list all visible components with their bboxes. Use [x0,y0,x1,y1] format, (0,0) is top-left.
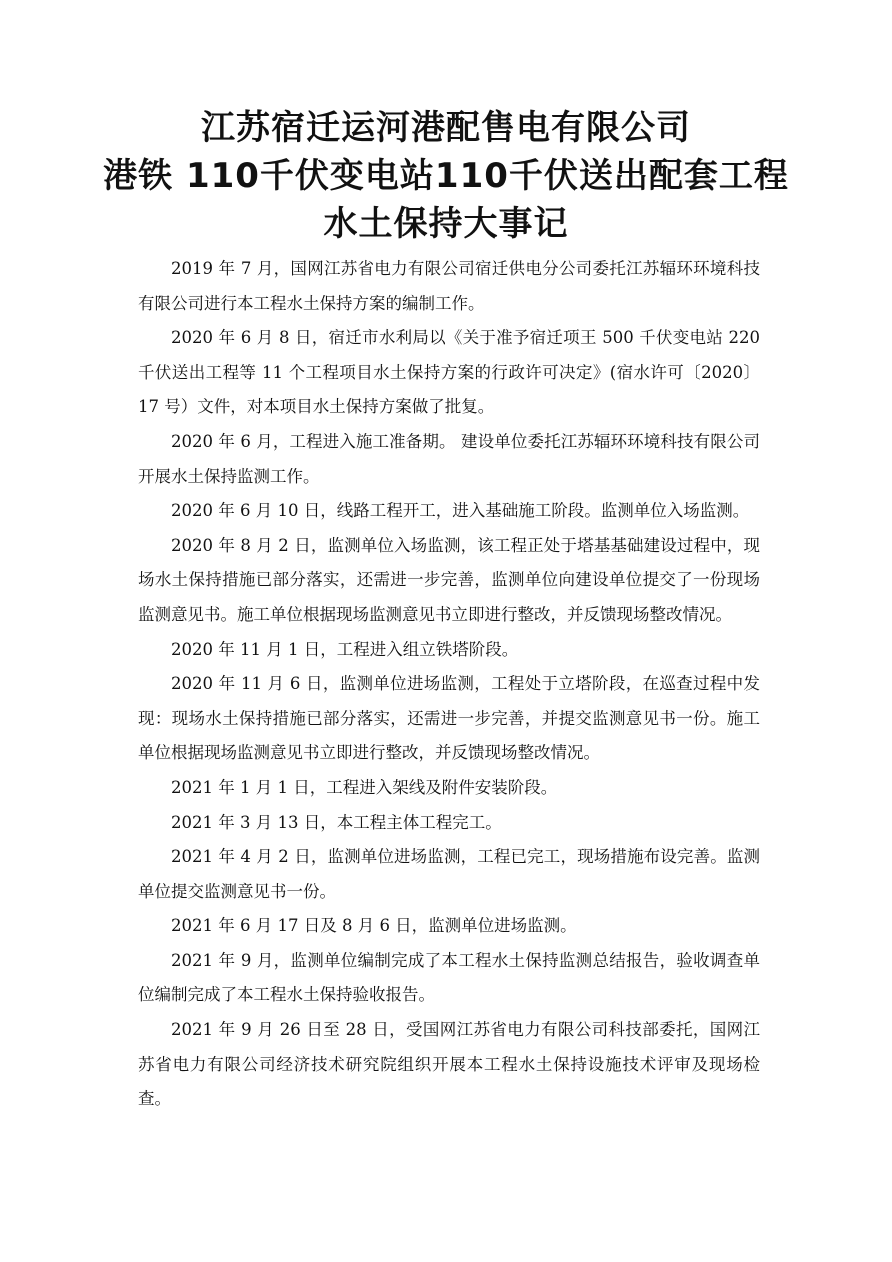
event-paragraph: 2020 年 8 月 2 日，监测单位入场监测，该工程正处于塔基基础建设过程中，现场水土保持措施已部分落实，还需进一步完善，监测单位向建设单位提交了一份现场监测意见书。施工单位根据现场监测意见书立即进行整改，并反馈现场整改情况。 [138,535,760,624]
event-paragraph: 2019 年 7 月，国网江苏省电力有限公司宿迁供电分公司委托江苏辐环环境科技有限公司进行本工程水土保持方案的编制工作。 [138,259,760,313]
event-paragraph: 2020 年 6 月 10 日，线路工程开工，进入基础施工阶段。监测单位入场监测。 [171,501,750,521]
title-project: 港铁 110千伏变电站110千伏送出配套工程 [103,156,789,196]
event-list [138,252,760,1117]
title-company: 江苏宿迁运河港配售电有限公司 [201,108,691,148]
event-paragraph: 2021 年 4 月 2 日，监测单位进场监测，工程已完工，现场措施布设完善。监测单位提交监测意见书一份。 [138,847,760,901]
document-title [0,104,892,248]
event-paragraph: 2021 年 9 月，监测单位编制完成了本工程水土保持监测总结报告，验收调查单位编制完成了本工程水土保持验收报告。 [138,950,760,1005]
title-subject: 水土保持大事记 [323,204,569,244]
event-paragraph: 2020 年 11 月 1 日，工程进入组立铁塔阶段。 [171,639,519,659]
event-paragraph: 2020 年 11 月 6 日，监测单位进场监测，工程处于立塔阶段，在巡查过程中发现：现场水土保持措施已部分落实，还需进一步完善，并提交监测意见书一份。施工单位根据现场监测意见书立即进行整改，并反馈现场整改情况。 [138,674,760,763]
event-paragraph: 2021 年 6 月 17 日及 8 月 6 日，监测单位进场监测。 [171,916,577,936]
event-paragraph: 2021 年 9 月 26 日至 28 日，受国网江苏省电力有限公司科技部委托，国网江苏省电力有限公司经济技术研究院组织开展本工程水土保持设施技术评审及现场检查。 [138,1020,760,1109]
event-paragraph: 2021 年 1 月 1 日，工程进入架线及附件安装阶段。 [171,777,558,797]
event-paragraph: 2020 年 6 月 8 日，宿迁市水利局以《关于准予宿迁项王 500 千伏变电站 220 千伏送出工程等 11 个工程项目水土保持方案的行政许可决定》(宿水许可〔2020〕17 号）文件，对本项目水土保持方案做了批复。 [138,328,760,417]
event-paragraph: 2021 年 3 月 13 日，本工程主体工程完工。 [171,812,502,832]
event-paragraph: 2020 年 6 月，工程进入施工准备期。 建设单位委托江苏辐环环境科技有限公司开展水土保持监测工作。 [138,431,760,486]
